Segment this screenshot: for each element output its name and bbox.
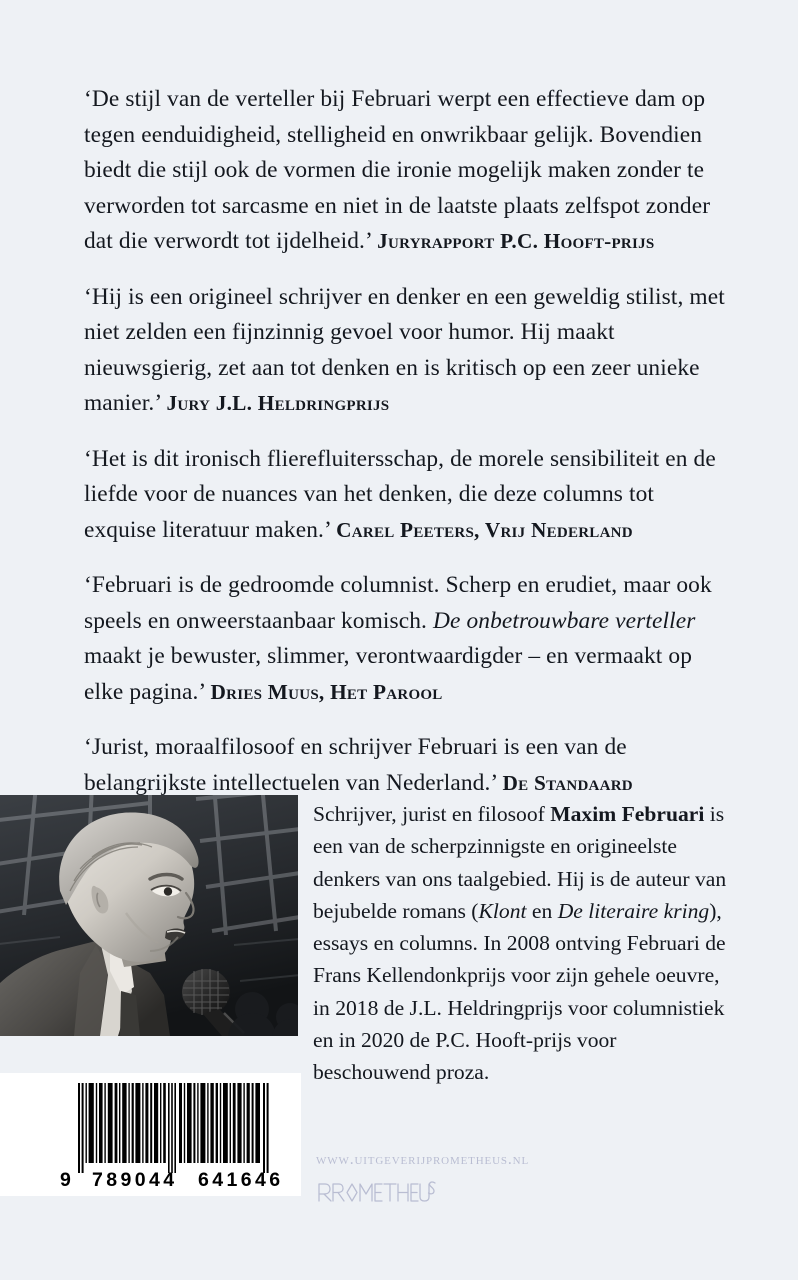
- bio-text-1: Schrijver, jurist en filosoof: [313, 802, 551, 826]
- barcode-lead-digit: 9: [60, 1169, 72, 1191]
- review-quote: [84, 568, 732, 710]
- publisher-website-url[interactable]: www.uitgeverijprometheus.nl: [316, 1151, 530, 1168]
- author-section: [0, 795, 798, 1085]
- bio-text-4: ), essays en columns. In 2008 ontving Februari de Frans Kellendonkprijs voor zijn gehele oeuvre, in 2018 de J.L. Heldringprijs voor columnistiek en in 2020 de P.C. Hooft-prijs voor beschouwend proza.: [313, 898, 726, 1085]
- isbn-barcode-panel: [0, 1073, 301, 1196]
- review-quote: [84, 442, 732, 549]
- publisher-block: [316, 1151, 646, 1207]
- author-photo: [0, 795, 298, 1036]
- bio-text-2: is een van de scherpzinnigste en origineelste denkers van ons taalgebied. Hij is de auteur van bejubelde romans (: [313, 802, 727, 923]
- barcode-right-group: 641646: [198, 1169, 284, 1191]
- bio-text-3: en: [526, 898, 558, 923]
- quote-attribution: Juryrapport P.C. Hooft-prijs: [377, 229, 655, 253]
- book-title-de-literaire-kring: De literaire kring: [557, 898, 710, 923]
- author-name: Maxim Februari: [550, 802, 705, 826]
- quote-text-part2: maakt je bewuster, slimmer, verontwaardigder – en vermaakt op elke pagina.’: [84, 643, 693, 705]
- quote-text-part1: ‘Februari is de gedroomde columnist. Scherp en erudiet, maar ook speels en onweerstaanbaar komisch.: [84, 572, 712, 634]
- quote-text: ‘Jurist, moraalfilosoof en schrijver Februari is een van de belangrijkste intellectuelen van Nederland.’: [84, 734, 627, 796]
- author-biography: [313, 798, 733, 1089]
- quote-attribution: Carel Peeters, Vrij Nederland: [336, 517, 633, 542]
- barcode-bars: [78, 1083, 277, 1173]
- review-quote: [84, 280, 732, 422]
- quote-attribution: De Standaard: [502, 770, 633, 795]
- quote-attribution: Dries Muus, Het Parool: [210, 679, 443, 704]
- review-quote: [84, 730, 732, 801]
- quote-text: ‘Het is dit ironisch flierefluitersschap, de morele sensibiliteit en de liefde voor de nuances van het denken, die deze columns tot exquise literatuur maken.’: [84, 445, 716, 543]
- barcode-left-group: 789044: [92, 1169, 178, 1191]
- review-quotes-block: [84, 82, 732, 801]
- quote-book-title: De onbetrouwbare verteller: [432, 607, 696, 634]
- review-quote: [84, 82, 732, 260]
- barcode-digits: [52, 1169, 287, 1193]
- quote-text: ‘Hij is een origineel schrijver en denker en een geweldig stilist, met niet zelden een fijnzinnig gevoel voor humor. Hij maakt nieuwsgierig, zet aan tot denken en is kritisch op een zeer unieke manier.’: [84, 283, 725, 416]
- prometheus-logo: [316, 1177, 436, 1207]
- quote-text: ‘De stijl van de verteller bij Februari werpt een effectieve dam op tegen eenduidigheid, stelligheid en onwrikbaar gelijk. Bovendien biedt die stijl ook de vormen die ironie mogelijk maken zonder te verworden tot sarcasme en niet in de laatste plaats zelfspot zonder dat die verwordt tot ijdelheid.’: [84, 86, 711, 254]
- book-title-klont: Klont: [478, 898, 527, 923]
- quote-attribution: Jury J.L. Heldringprijs: [166, 391, 390, 415]
